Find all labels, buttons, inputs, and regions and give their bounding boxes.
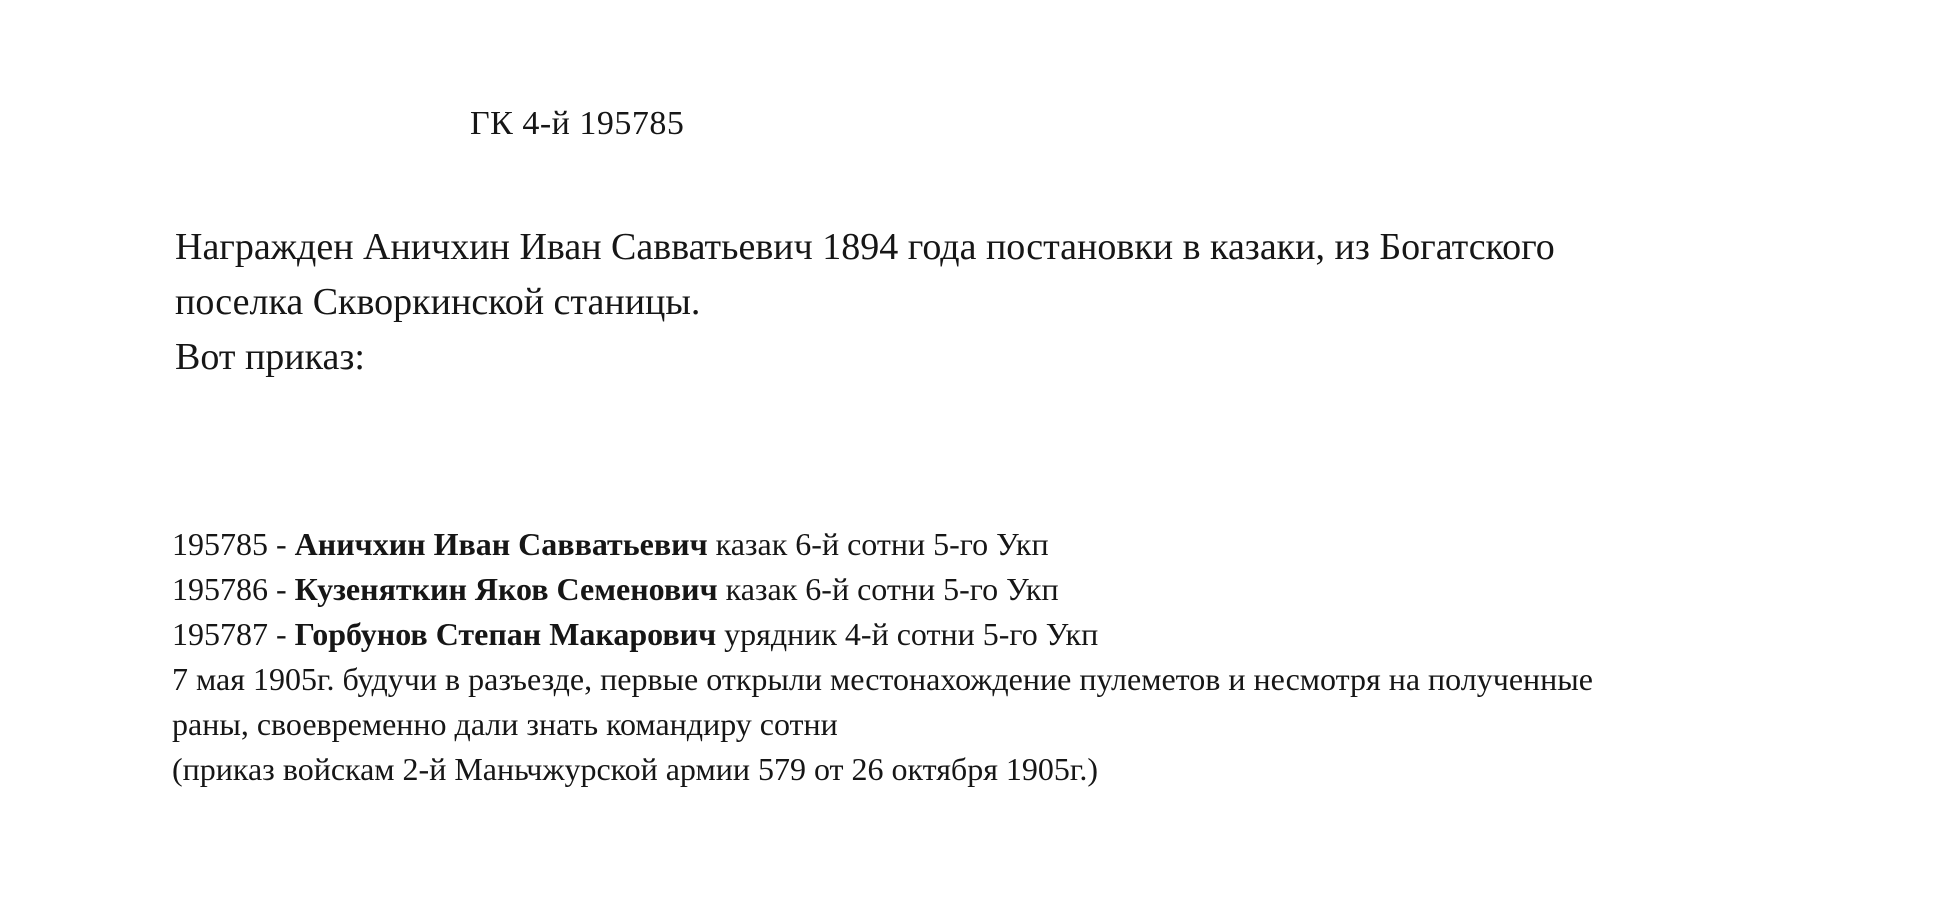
entry-name-1: Аничхин Иван Савватьевич <box>294 526 708 562</box>
intro-line-2: поселка Скворкинской станицы. <box>175 281 701 323</box>
entry-detail-2: казак 6-й сотни 5-го Укп <box>717 571 1059 607</box>
entry-number-3: 195787 - <box>172 616 295 652</box>
award-entry-1 <box>172 522 1593 567</box>
entry-name-3: Горбунов Степан Макарович <box>294 616 717 652</box>
citation-line-2: раны, своевременно дали знать командиру сотни <box>172 706 838 742</box>
award-entry-2 <box>172 567 1593 612</box>
document-heading: ГК 4-й 195785 <box>470 105 685 142</box>
citation-line-1: 7 мая 1905г. будучи в разъезде, первые открыли местонахождение пулеметов и несмотря на полученные <box>172 661 1593 697</box>
entry-name-2: Кузеняткин Яков Семенович <box>294 571 718 607</box>
entry-detail-1: казак 6-й сотни 5-го Укп <box>707 526 1049 562</box>
intro-line-1: Награжден Аничхин Иван Савватьевич 1894 года постановки в казаки, из Богатского <box>175 226 1555 268</box>
intro-line-3: Вот приказ: <box>175 336 365 378</box>
citation-line-3: (приказ войскам 2-й Маньчжурской армии 579 от 26 октября 1905г.) <box>172 751 1099 787</box>
intro-paragraph <box>175 220 1555 385</box>
order-list <box>172 522 1593 792</box>
entry-number-1: 195785 - <box>172 526 295 562</box>
award-entry-3 <box>172 612 1593 657</box>
entry-number-2: 195786 - <box>172 571 295 607</box>
entry-detail-3: урядник 4-й сотни 5-го Укп <box>716 616 1099 652</box>
